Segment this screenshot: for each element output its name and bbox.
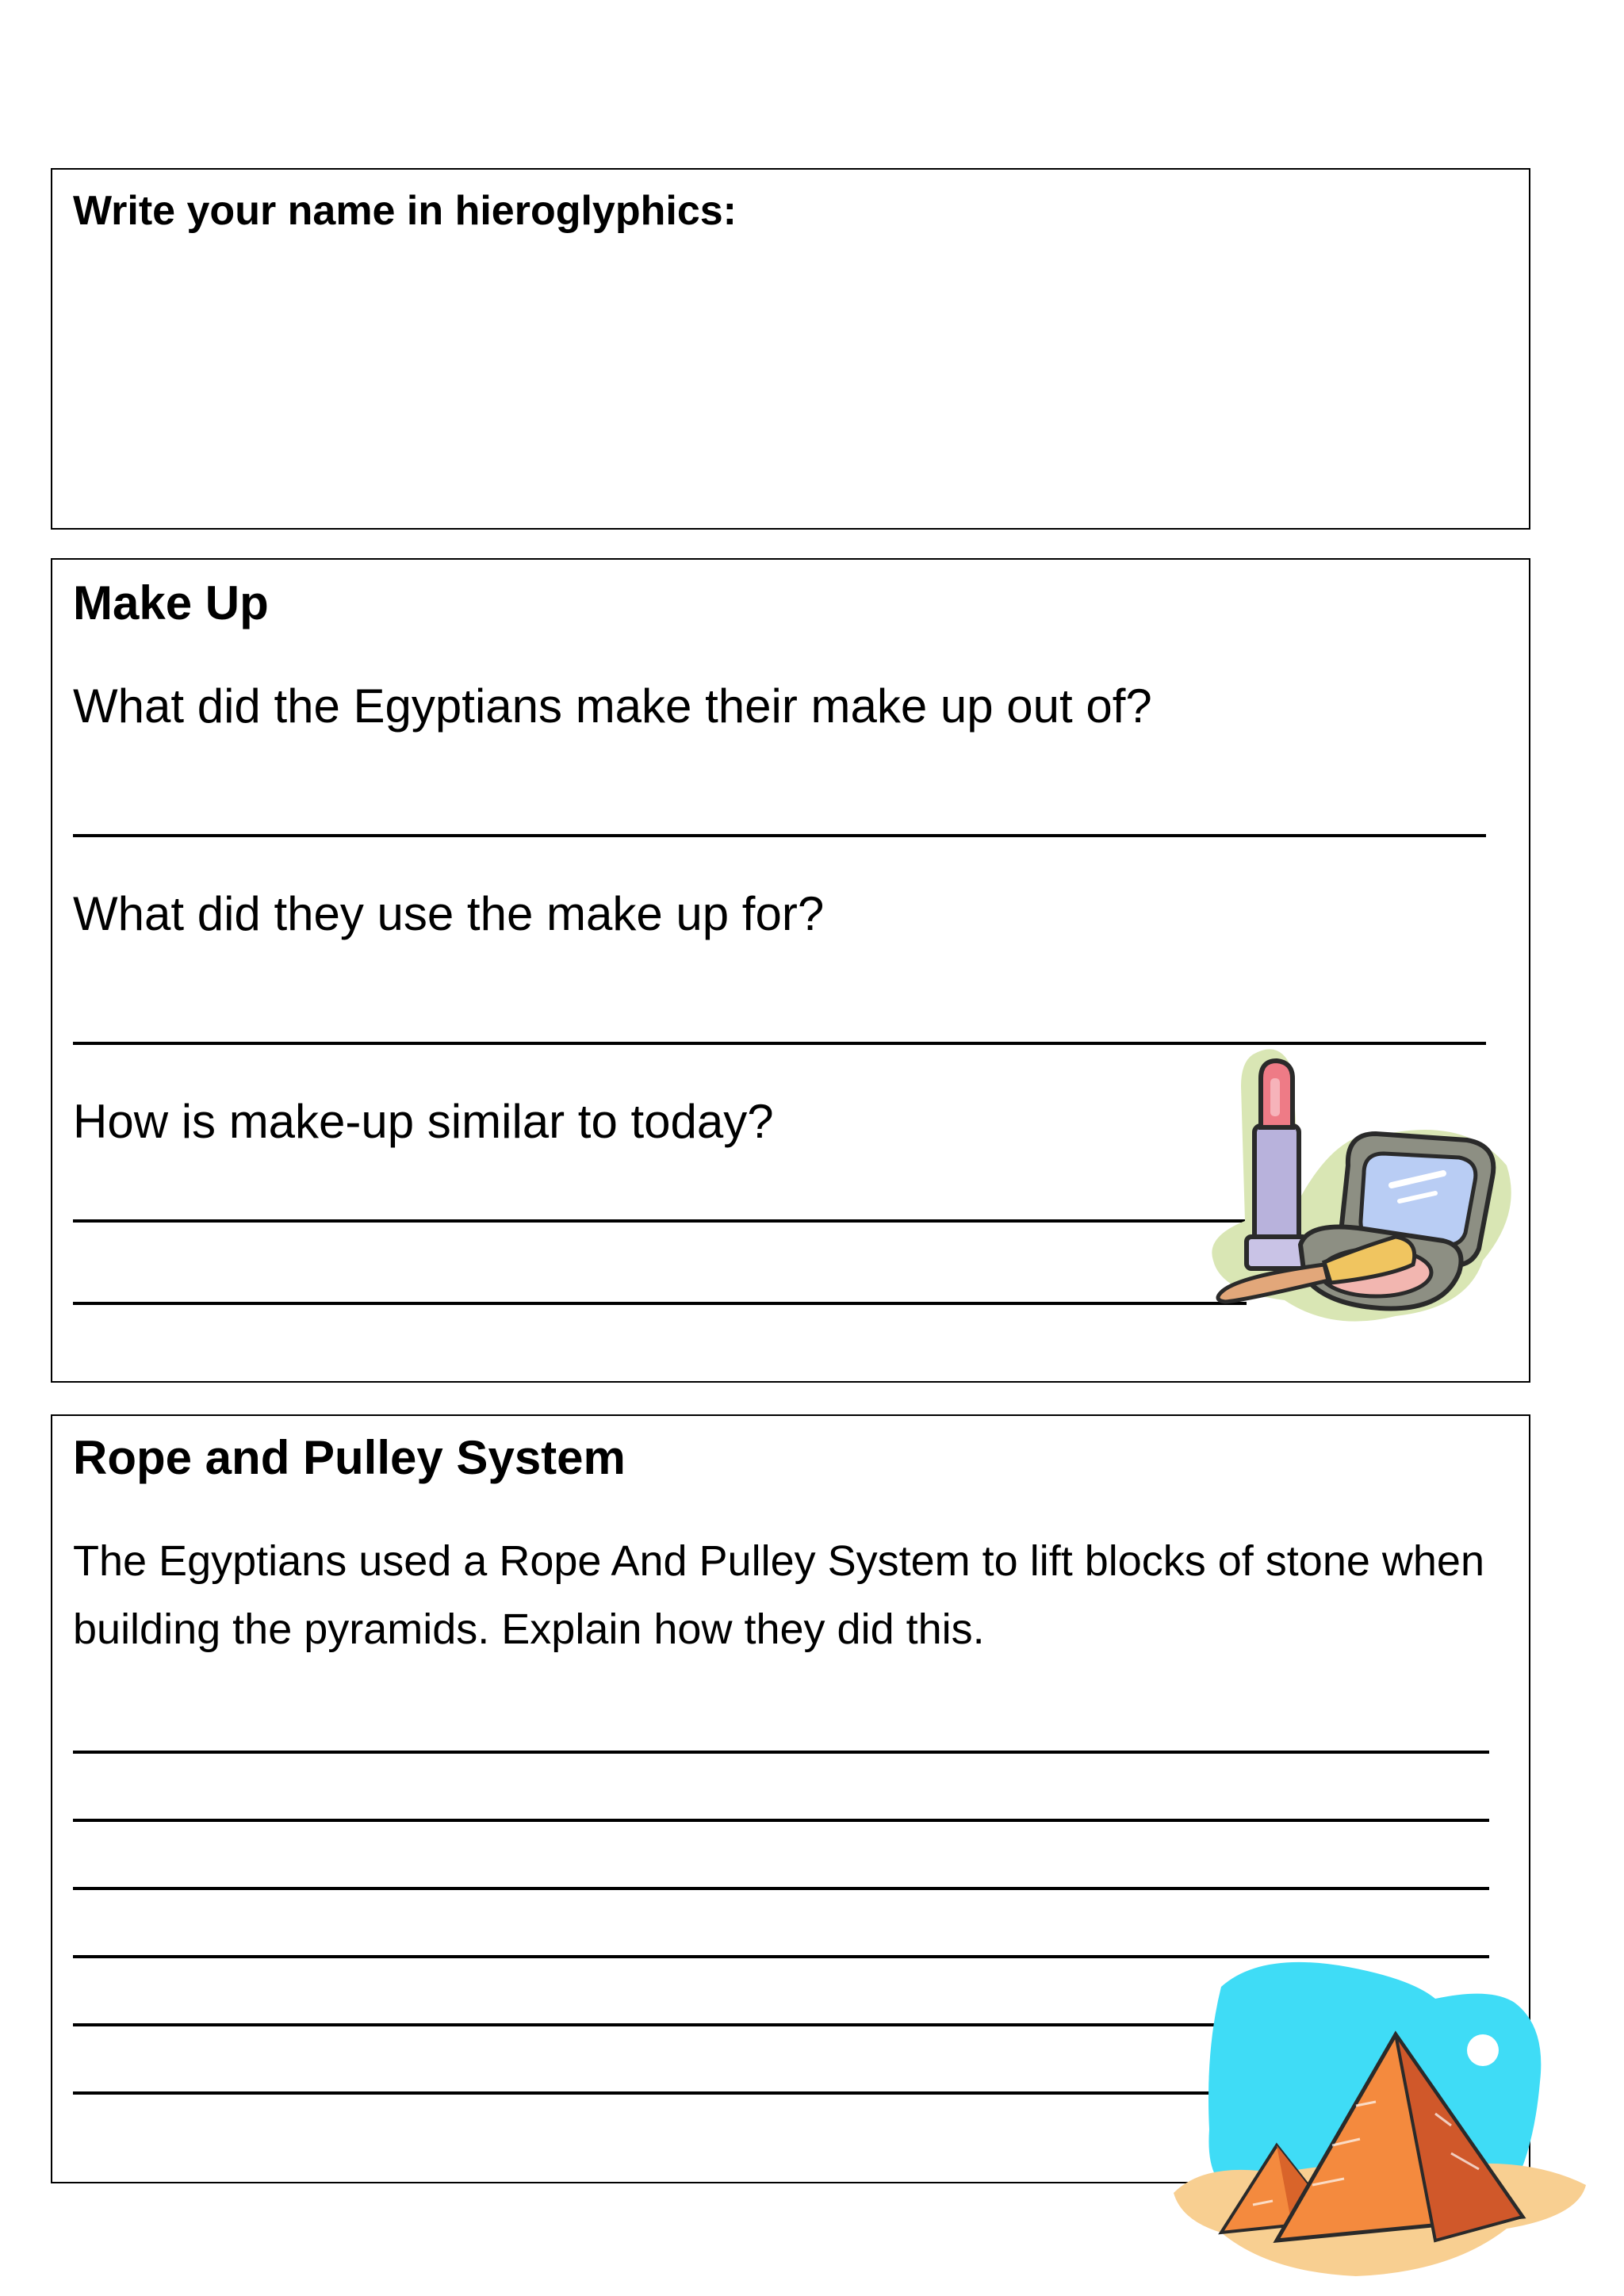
pyramids-clipart-icon (1174, 1955, 1594, 2296)
answer-line-7[interactable] (73, 1887, 1489, 1890)
answer-line-6[interactable] (73, 1819, 1489, 1822)
answer-line-9[interactable] (73, 2023, 1215, 2026)
answer-line-1[interactable] (73, 834, 1486, 837)
answer-line-3[interactable] (73, 1219, 1247, 1223)
makeup-clipart-icon (1205, 1039, 1515, 1332)
name-hieroglyphics-box (51, 168, 1530, 530)
answer-line-4[interactable] (73, 1302, 1247, 1305)
name-prompt: Write your name in hieroglyphics: (73, 188, 737, 234)
makeup-question-1: What did the Egyptians make their make up out of? (73, 679, 1152, 733)
rope-title: Rope and Pulley System (73, 1431, 626, 1484)
makeup-question-2: What did they use the make up for? (73, 887, 825, 940)
makeup-question-3: How is make-up similar to today? (73, 1095, 774, 1148)
makeup-title: Make Up (73, 576, 269, 629)
answer-line-10[interactable] (73, 2091, 1215, 2095)
rope-prompt: The Egyptians used a Rope And Pulley System to lift blocks of stone when building the pyramids. Explain how they did this. (73, 1537, 1484, 1653)
answer-line-5[interactable] (73, 1751, 1489, 1754)
